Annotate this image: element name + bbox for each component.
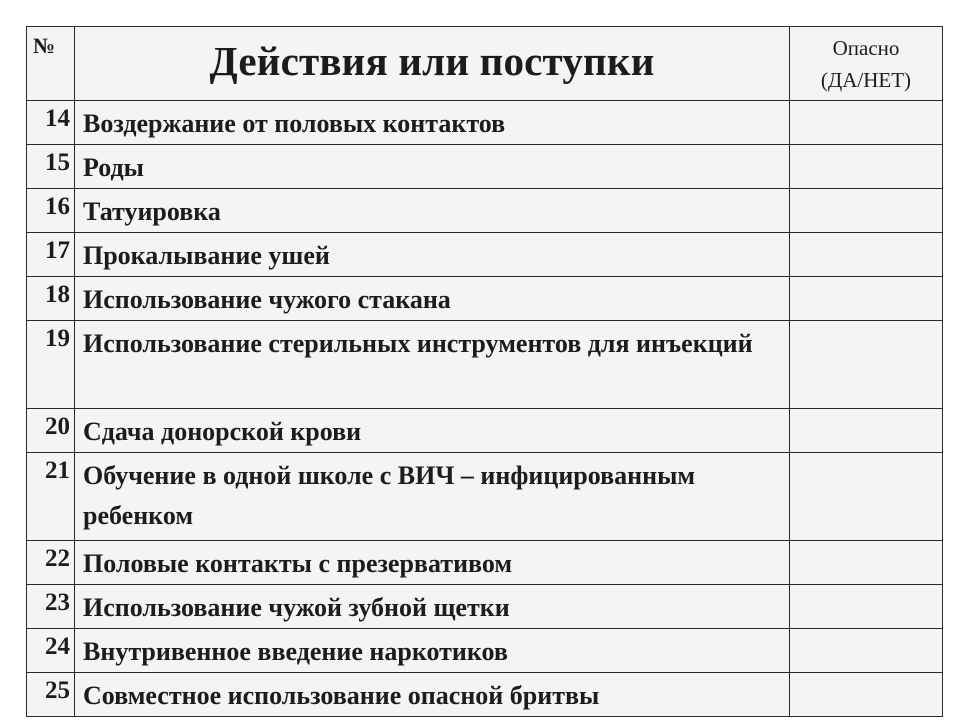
row-number: 22: [27, 541, 75, 585]
row-number: 25: [27, 673, 75, 717]
table-row: [27, 277, 943, 321]
row-action: Татуировка: [75, 189, 790, 233]
row-answer-cell[interactable]: [790, 541, 943, 585]
row-number: 21: [27, 453, 75, 541]
row-answer-cell[interactable]: [790, 189, 943, 233]
table-row: [27, 453, 943, 541]
row-number: 16: [27, 189, 75, 233]
row-answer-cell[interactable]: [790, 277, 943, 321]
danger-column-header: [790, 27, 943, 101]
table-row: [27, 189, 943, 233]
row-number: 24: [27, 629, 75, 673]
row-answer-cell[interactable]: [790, 409, 943, 453]
row-answer-cell[interactable]: [790, 673, 943, 717]
table-row: [27, 145, 943, 189]
number-column-header: №: [27, 27, 75, 101]
table-row: [27, 101, 943, 145]
row-answer-cell[interactable]: [790, 233, 943, 277]
actions-table-container: [26, 26, 943, 717]
row-number: 19: [27, 321, 75, 409]
row-number: 23: [27, 585, 75, 629]
row-answer-cell[interactable]: [790, 145, 943, 189]
danger-header-line1: Опасно: [832, 35, 900, 60]
row-number: 15: [27, 145, 75, 189]
row-action: Совместное использование опасной бритвы: [75, 673, 790, 717]
table-row: [27, 409, 943, 453]
row-answer-cell[interactable]: [790, 629, 943, 673]
row-action: Использование чужого стакана: [75, 277, 790, 321]
table-row: [27, 585, 943, 629]
row-action: Воздержание от половых контактов: [75, 101, 790, 145]
row-answer-cell[interactable]: [790, 101, 943, 145]
action-column-header: Действия или поступки: [75, 27, 790, 101]
row-action: Сдача донорской крови: [75, 409, 790, 453]
actions-danger-table: [26, 26, 943, 717]
row-number: 18: [27, 277, 75, 321]
table-row: [27, 541, 943, 585]
table-header-row: [27, 27, 943, 101]
row-action: Обучение в одной школе с ВИЧ – инфицированным ребенком: [75, 453, 790, 541]
row-action: Внутривенное введение наркотиков: [75, 629, 790, 673]
row-action: Использование стерильных инструментов для инъекций: [75, 321, 790, 409]
danger-header-line2: (ДА/НЕТ): [820, 67, 912, 92]
table-row: [27, 629, 943, 673]
row-action: Половые контакты с презервативом: [75, 541, 790, 585]
row-answer-cell[interactable]: [790, 585, 943, 629]
row-action: Роды: [75, 145, 790, 189]
row-action: Прокалывание ушей: [75, 233, 790, 277]
table-row: [27, 233, 943, 277]
row-number: 20: [27, 409, 75, 453]
row-action: Использование чужой зубной щетки: [75, 585, 790, 629]
row-answer-cell[interactable]: [790, 453, 943, 541]
table-row: [27, 673, 943, 717]
row-number: 14: [27, 101, 75, 145]
table-row: [27, 321, 943, 409]
row-number: 17: [27, 233, 75, 277]
row-answer-cell[interactable]: [790, 321, 943, 409]
